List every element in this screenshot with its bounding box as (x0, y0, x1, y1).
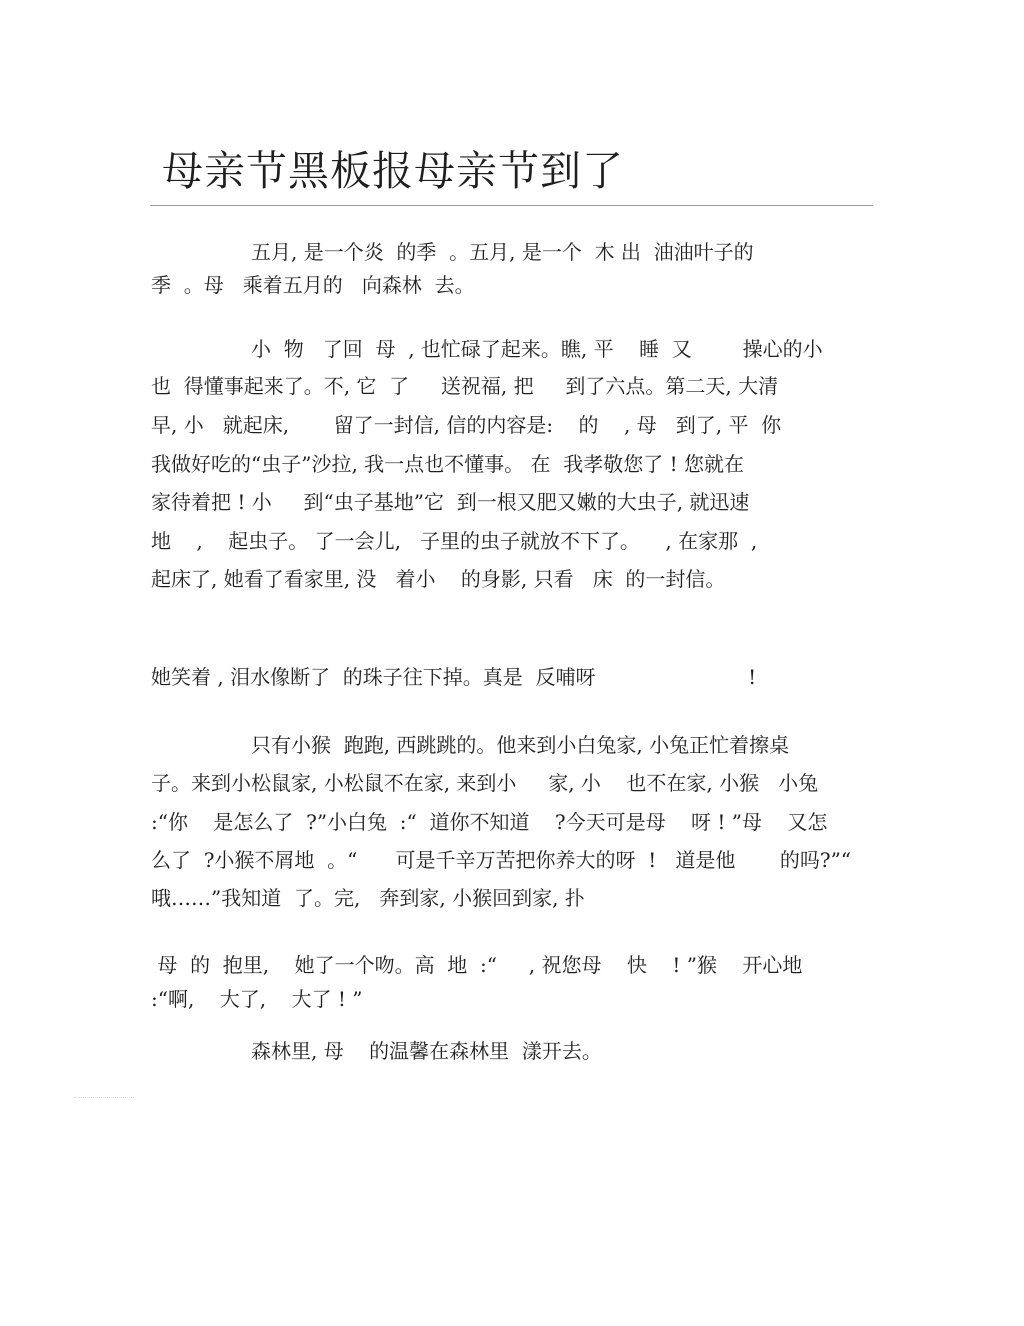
paragraph-2-line-7: 起床了, 她看了看家里, 没 着小 的身影, 只看 床 的一封信。 (151, 567, 726, 591)
paragraph-1-line-2: 季 。母 乘着五月的 向森林 去。 (151, 273, 475, 297)
paragraph-6-line-1: 森林里, 母 的温馨在森林里 漾开去。 (251, 1039, 602, 1063)
paragraph-1-line-1: 五月, 是一个炎 的季 。五月, 是一个 木 出 油油叶子的 (251, 240, 754, 264)
paragraph-4-line-2: 子。来到小松鼠家, 小松鼠不在家, 来到小 家, 小 也不在家, 小猴 小兔 (151, 771, 819, 795)
paragraph-2-line-6: 地 , 起虫子。 了一会儿, 子里的虫子就放不下了。 , 在家那 , (151, 529, 758, 553)
paragraph-2-line-1: 小 物 了回 母 , 也忙碌了起来。瞧, 平 睡 又 操心的小 (251, 337, 823, 361)
paragraph-4-line-3: :“你 是怎么了 ?”小白兔 :“ 道你不知道 ?今天可是母 呀 ! ”母 又怎 (151, 810, 828, 834)
paragraph-2-line-4: 我做好吃的“虫子”沙拉, 我一点也不懂事。 在 我孝敬您了 ! 您就在 (151, 452, 744, 476)
paragraph-5-line-1: 母 的 抱里, 她了一个吻。高 地 :“ , 祝您母 快 ! ”猴 开心地 (151, 953, 803, 977)
paragraph-5-line-2: :“啊, 大了, 大了 ! ” (151, 987, 363, 1011)
footer-mark (74, 1097, 134, 1098)
paragraph-4-line-4: 么了 ?小猴不屑地 。“ 可是千辛万苦把你养大的呀 ! 道是他 的吗?”“ (151, 848, 852, 872)
paragraph-3-line-1: 她笑着 , 泪水像断了 的珠子往下掉。真是 反哺呀 ! (151, 665, 757, 689)
paragraph-4-line-1: 只有小猴 跑跑, 西跳跳的。他来到小白兔家, 小兔正忙着擦桌 (251, 733, 790, 757)
paragraph-2-line-2: 也 得懂事起来了。不, 它 了 送祝福, 把 到了六点。第二天, 大清 (151, 374, 779, 398)
paragraph-2-line-3: 早, 小 就起床, 留了一封信, 信的内容是: 的 , 母 到了, 平 你 (151, 413, 782, 437)
page-title: 母亲节黑板报母亲节到了 (162, 147, 624, 195)
title-divider (150, 205, 873, 206)
paragraph-2-line-5: 家待着把 ! 小 到“虫子基地”它 到一根又肥又嫩的大虫子, 就迅速 (151, 490, 750, 514)
paragraph-4-line-5: 哦……”我知道 了。完, 奔到家, 小猴回到家, 扑 (151, 886, 585, 910)
